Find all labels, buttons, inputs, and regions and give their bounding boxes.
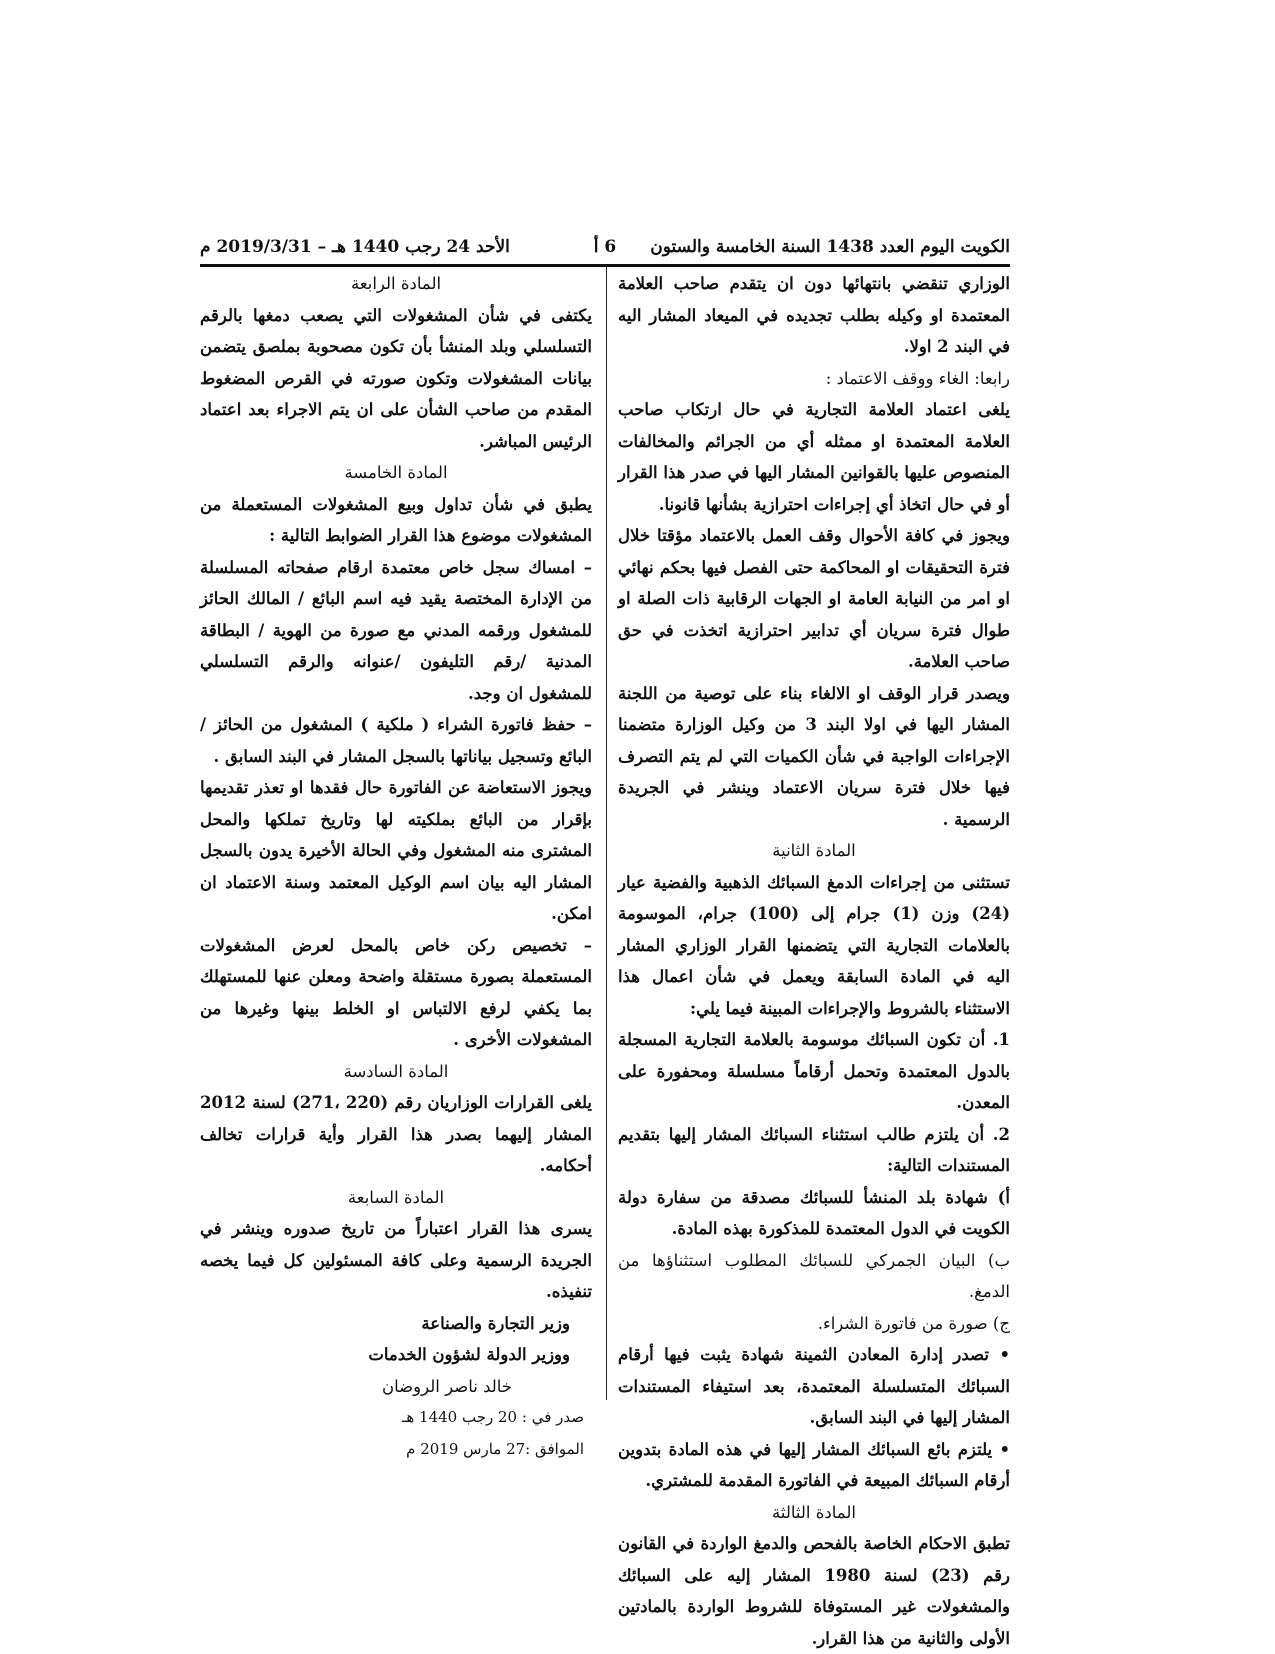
paragraph: يطبق في شأن تداول وبيع المشغولات المستعملة من المشغولات موضوع هذا القرار الضوابط التالية : xyxy=(200,494,592,545)
header-issue: الكويت اليوم العدد 1438 السنة الخامسة والستون xyxy=(650,237,1010,257)
article-heading: المادة الخامسة xyxy=(344,463,448,482)
paragraph: ويصدر قرار الوقف او الالغاء بناء على توصية من اللجنة المشار اليها في اولا البند 3 من وكيل الوزارة متضمنا الإجراءات الواجبة في شأن الكميات التي لم يتم التصرف فيها خلال فترة سريان الاعتماد وينشر في الجريدة الرسمية . xyxy=(618,683,1010,829)
header-page-number: 6 أ xyxy=(593,237,617,257)
paragraph: ووزير الدولة لشؤون الخدمات xyxy=(368,1345,570,1364)
paragraph: – تخصيص ركن خاص بالمحل لعرض المشغولات المستعملة بصورة مستقلة واضحة ومعلن عنها للمستهلك بما يكفي لرفع الالتباس او الخلط بينها وغيرها من المشغولات الأخرى . xyxy=(200,935,592,1049)
right-column xyxy=(618,268,1010,1654)
paragraph: • تصدر إدارة المعادن الثمينة شهادة يثبت فيها أرقام السبائك المتسلسلة المعتمدة، بعد استيفاء المستندات المشار إليها في البند السابق. xyxy=(618,1345,1010,1427)
paragraph: تطبق الاحكام الخاصة بالفحص والدمغ الواردة في القانون رقم (23) لسنة 1980 المشار إليه على السبائك والمشغولات غير المستوفاة للشروط الواردة بالمادتين الأولى والثانية من هذا القرار. xyxy=(618,1534,1010,1648)
paragraph: • يلتزم بائع السبائك المشار إليها في هذه المادة بتدوين أرقام السبائك المبيعة في الفاتورة المقدمة للمشتري. xyxy=(618,1439,1010,1490)
header-date: الأحد 24 رجب 1440 هـ – 2019/3/31 م xyxy=(200,237,510,257)
paragraph: صدر في : 20 رجب 1440 هـ xyxy=(401,1408,584,1426)
left-column xyxy=(200,268,592,1465)
paragraph: ب) البيان الجمركي للسبائك المطلوب استثناؤها من الدمغ. xyxy=(618,1250,1010,1301)
paragraph: يسرى هذا القرار اعتباراً من تاريخ صدوره وينشر في الجريدة الرسمية وعلى كافة المسئولين كل فيما يخصه تنفيذه. xyxy=(200,1219,592,1301)
article-heading: المادة السادسة xyxy=(343,1061,449,1081)
paragraph: خالد ناصر الروضان xyxy=(382,1376,512,1396)
paragraph: ويجوز في كافة الأحوال وقف العمل بالاعتماد مؤقتا خلال فترة التحقيقات او المحاكمة حتى الفصل فيها بحكم نهائي او امر من النيابة العامة او الجهات الرقابية ذات الصلة او طوال فترة سريان أي تدابير احترازية اتخذت في حق صاحب العلامة. xyxy=(618,526,1010,671)
column-divider xyxy=(606,266,607,1400)
article-heading: المادة الرابعة xyxy=(350,274,442,293)
article-heading: المادة السابعة xyxy=(347,1187,445,1207)
paragraph: يكتفى في شأن المشغولات التي يصعب دمغها بالرقم التسلسلي وبلد المنشأ بأن تكون مصحوبة بملصق يتضمن بيانات المشغولات وتكون صورته في القرص المضغوط المقدم من صاحب الشأن على ان يتم الاجراء بعد اعتماد الرئيس المباشر. xyxy=(200,305,592,451)
paragraph: يلغى اعتماد العلامة التجارية في حال ارتكاب صاحب العلامة المعتمدة او ممثله أي من الجرائم والمخالفات المنصوص عليها بالقوانين المشار اليها في صدر هذا القرار أو في حال اتخاذ أي إجراءات احترازية بشأنها قانونا. xyxy=(618,400,1010,514)
paragraph: – حفظ فاتورة الشراء ( ملكية ) المشغول من الحائز / البائع وتسجيل بياناتها بالسجل المشار في البند السابق . xyxy=(200,715,592,766)
paragraph: رابعا: الغاء ووقف الاعتماد : xyxy=(825,368,1010,388)
page-header xyxy=(200,232,1010,262)
paragraph: الموافق :27 مارس 2019 م xyxy=(406,1439,584,1458)
paragraph: أ) شهادة بلد المنشأ للسبائك مصدقة من سفارة دولة الكويت في الدول المعتمدة للمذكورة بهذه المادة. xyxy=(618,1187,1010,1238)
paragraph: 1. أن تكون السبائك موسومة بالعلامة التجارية المسجلة بالدول المعتمدة وتحمل أرقاماً مسلسلة ومحفورة على المعدن. xyxy=(618,1030,1010,1112)
paragraph: 2. أن يلتزم طالب استثناء السبائك المشار إليها بتقديم المستندات التالية: xyxy=(618,1124,1010,1175)
header-divider xyxy=(200,264,1010,267)
article-heading: المادة الثالثة xyxy=(772,1502,856,1522)
paragraph: ج) صورة من فاتورة الشراء. xyxy=(817,1313,1010,1333)
article-heading: المادة الثانية xyxy=(772,841,856,860)
paragraph: – امساك سجل خاص معتمدة ارقام صفحاته المسلسلة من الإدارة المختصة يقيد فيه اسم البائع / المالك الحائز للمشغول ورقمه المدني مع صورة من الهوية / البطاقة المدنية /رقم التليفون /عنوانه والرقم التسلسلي للمشغول ان وجد. xyxy=(200,557,592,703)
paragraph: وزير التجارة والصناعة xyxy=(421,1313,570,1333)
paragraph: يلغى القرارات الوزاريان رقم (220 ،271) لسنة 2012 المشار إليهما بصدر هذا القرار وأية قرارات تخالف أحكامه. xyxy=(200,1093,592,1175)
paragraph: ويجوز الاستعاضة عن الفاتورة حال فقدها او تعذر تقديمها بإقرار من البائع بملكيته لها وتاريخ تملكها والمحل المشترى منه المشغول وفي الحالة الأخيرة يدون بالسجل المشار اليه بيان اسم الوكيل المعتمد وسنة الاعتماد ان امكن. xyxy=(200,778,592,923)
paragraph: الوزاري تنقضي بانتهائها دون ان يتقدم صاحب العلامة المعتمدة او وكيله بطلب تجديده في الميعاد المشار اليه في البند 2 اولا. xyxy=(618,274,1010,356)
paragraph: تستثنى من إجراءات الدمغ السبائك الذهبية والفضية عيار (24) وزن (1) جرام إلى (100) جرام، الموسومة بالعلامات التجارية التي يتضمنها القرار الوزاري المشار اليه في المادة السابقة ويعمل في شأن اعمال هذا الاستثناء بالشروط والإجراءات المبينة فيما يلي: xyxy=(618,872,1010,1018)
